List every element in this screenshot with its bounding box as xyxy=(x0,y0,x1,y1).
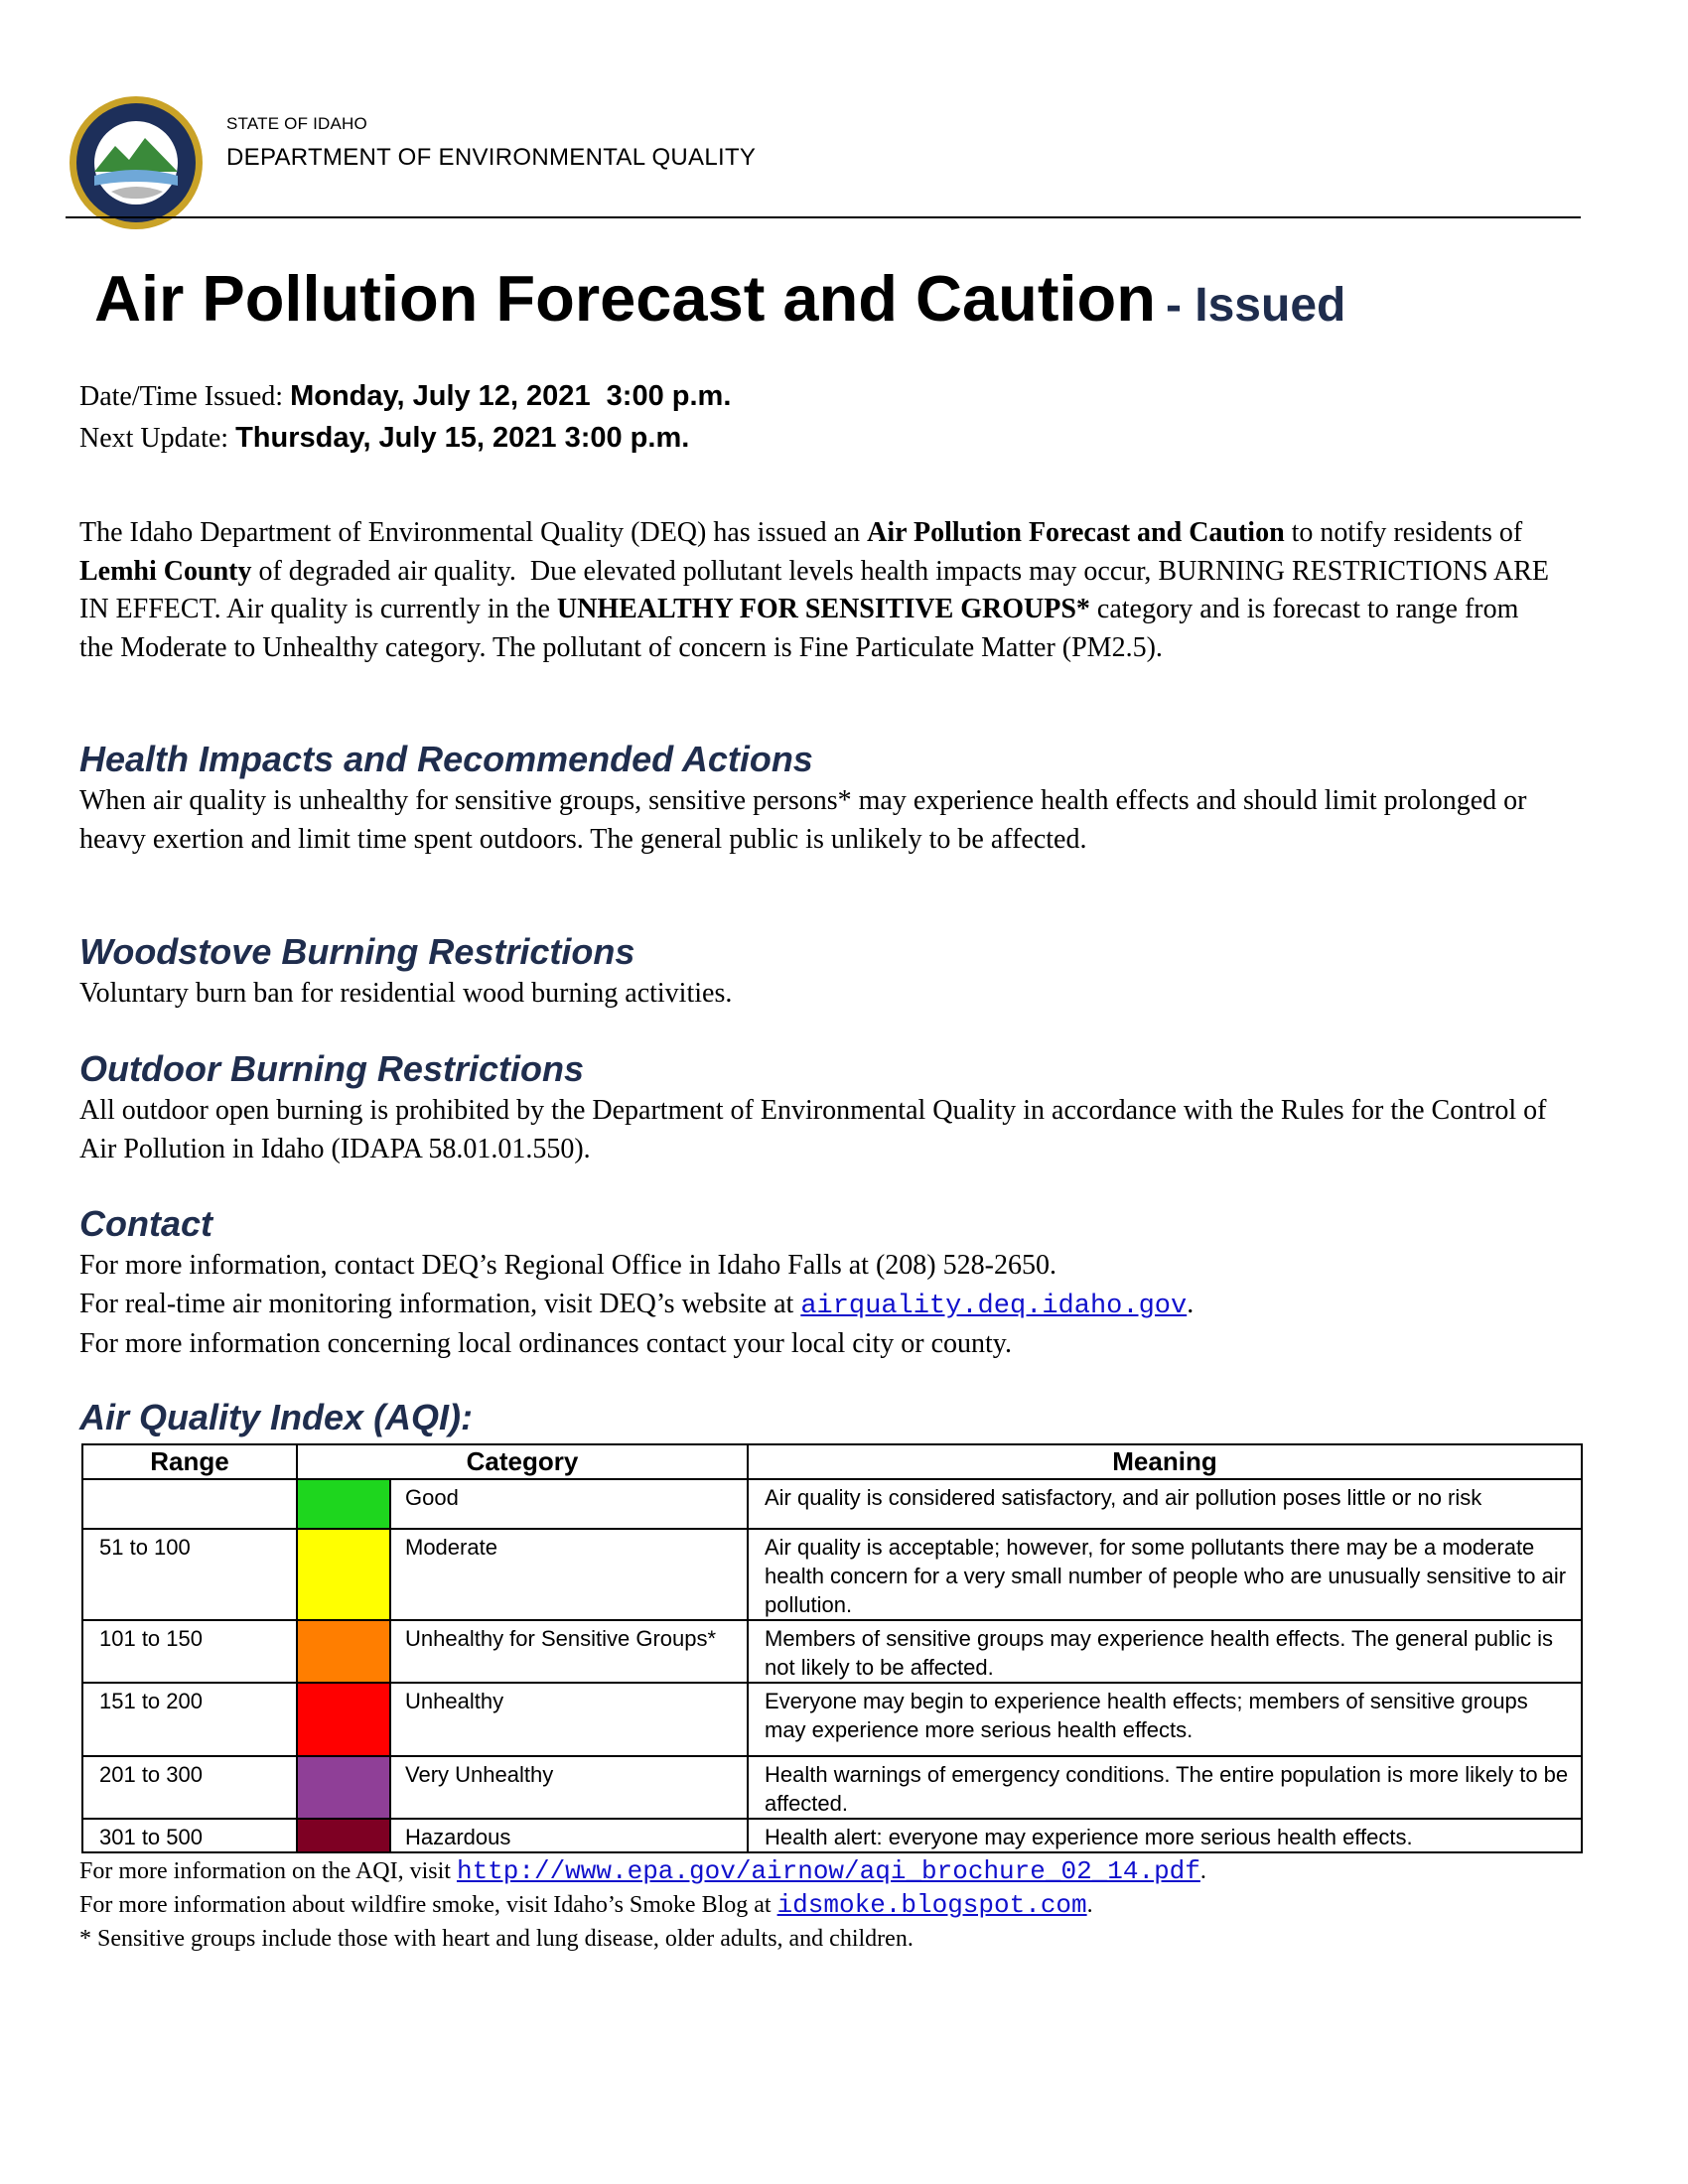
intro-bold-product: Air Pollution Forecast and Caution xyxy=(867,517,1285,548)
state-label: STATE OF IDAHO xyxy=(226,114,367,133)
smoke-blog-link[interactable]: idsmoke.blogspot.com xyxy=(776,1890,1087,1920)
aqi-range: 201 to 300 xyxy=(82,1756,297,1819)
contact-heading: Contact xyxy=(79,1203,212,1244)
intro-text-1: The Idaho Department of Environmental Quality (DEQ) has issued an xyxy=(79,517,868,548)
health-text: When air quality is unhealthy for sensitive groups, sensitive persons* may experience health effects and should limit prolonged or heavy exertion and limit time spent outdoors. The general public is unlikely to be affected. xyxy=(79,785,1527,855)
woodstove-text: Voluntary burn ban for residential wood burning activities. xyxy=(79,978,733,1009)
aqi-meaning: Health alert: everyone may experience more serious health effects. xyxy=(748,1819,1582,1852)
contact-block xyxy=(79,1247,1549,1364)
aqi-range: 301 to 500 xyxy=(82,1819,297,1852)
outdoor-heading: Outdoor Burning Restrictions xyxy=(79,1048,584,1089)
aqi-row-good xyxy=(82,1479,1582,1529)
footer-aqi-period: . xyxy=(1199,1858,1206,1884)
epa-aqi-brochure-link[interactable]: http://www.epa.gov/airnow/aqi_brochure_02_14.pdf xyxy=(456,1856,1200,1886)
aqi-category: Hazardous xyxy=(390,1819,748,1852)
aqi-row-very-unhealthy xyxy=(82,1756,1582,1819)
intro-text-2: to notify residents of xyxy=(1284,517,1523,548)
aqi-table xyxy=(81,1443,1583,1853)
aqi-row-usg xyxy=(82,1620,1582,1683)
contact-line-ordinances: For more information concerning local ordinances contact your local city or county. xyxy=(79,1328,1012,1359)
deq-seal-logo xyxy=(68,94,205,231)
intro-paragraph xyxy=(79,514,1557,667)
aqi-color-swatch xyxy=(297,1479,390,1529)
contact-line-office: For more information, contact DEQ’s Regional Office in Idaho Falls at (208) 528-2650. xyxy=(79,1250,1056,1281)
aqi-range: 51 to 100 xyxy=(82,1529,297,1620)
aqi-meaning: Health warnings of emergency conditions. The entire population is more likely to be affected. xyxy=(748,1756,1582,1819)
aqi-meaning: Air quality is acceptable; however, for some pollutants there may be a moderate health concern for a very small number of people who are unusually sensitive to air pollution. xyxy=(748,1529,1582,1620)
outdoor-text: All outdoor open burning is prohibited by the Department of Environmental Quality in accordance with the Rules for the Control of Air Pollution in Idaho (IDAPA 58.01.01.550). xyxy=(79,1095,1547,1164)
aqi-heading: Air Quality Index (AQI): xyxy=(79,1397,474,1437)
aqi-color-swatch xyxy=(297,1819,390,1852)
contact-website-text: For real-time air monitoring information, visit DEQ’s website at xyxy=(79,1288,801,1319)
aqi-category: Unhealthy for Sensitive Groups* xyxy=(390,1620,748,1683)
page-title xyxy=(94,261,1345,336)
next-update-label: Next Update: xyxy=(79,423,229,454)
aqi-range: 151 to 200 xyxy=(82,1683,297,1756)
aqi-meaning: Air quality is considered satisfactory, and air pollution poses little or no risk xyxy=(748,1479,1582,1529)
aqi-color-swatch xyxy=(297,1756,390,1819)
title-status: - Issued xyxy=(1165,279,1346,332)
aqi-category: Very Unhealthy xyxy=(390,1756,748,1819)
footer-smoke-line xyxy=(79,1888,1206,1922)
aqi-header-range: Range xyxy=(82,1444,297,1479)
aqi-row-hazardous xyxy=(82,1819,1582,1852)
organization-block xyxy=(226,114,756,172)
title-main: Air Pollution Forecast and Caution xyxy=(94,262,1156,335)
header-divider xyxy=(66,216,1581,218)
aqi-color-swatch xyxy=(297,1620,390,1683)
next-update xyxy=(79,422,689,455)
airquality-website-link[interactable]: airquality.deq.idaho.gov xyxy=(800,1291,1188,1321)
aqi-header-meaning: Meaning xyxy=(748,1444,1582,1479)
aqi-category: Moderate xyxy=(390,1529,748,1620)
aqi-color-swatch xyxy=(297,1529,390,1620)
aqi-row-unhealthy xyxy=(82,1683,1582,1756)
footer-aqi-text: For more information on the AQI, visit xyxy=(79,1858,457,1884)
intro-bold-category: UNHEALTHY FOR SENSITIVE GROUPS* xyxy=(556,594,1090,624)
woodstove-heading: Woodstove Burning Restrictions xyxy=(79,931,635,972)
intro-text-4: category and is forecast to range from the Moderate to Unhealthy category. The pollutant of concern is Fine Particulate Matter (PM2.5). xyxy=(79,594,1519,663)
footer-notes xyxy=(79,1854,1206,1956)
aqi-range: 101 to 150 xyxy=(82,1620,297,1683)
aqi-category: Unhealthy xyxy=(390,1683,748,1756)
contact-line-website xyxy=(79,1286,1549,1326)
aqi-row-moderate xyxy=(82,1529,1582,1620)
issued-datetime xyxy=(79,380,731,413)
aqi-meaning: Members of sensitive groups may experience health effects. The general public is not likely to be affected. xyxy=(748,1620,1582,1683)
footer-aqi-line xyxy=(79,1854,1206,1888)
health-heading: Health Impacts and Recommended Actions xyxy=(79,739,813,779)
aqi-header-category: Category xyxy=(297,1444,748,1479)
intro-bold-county: Lemhi County xyxy=(79,555,252,587)
footer-sensitive-note: * Sensitive groups include those with heart and lung disease, older adults, and children. xyxy=(79,1926,914,1952)
aqi-range xyxy=(82,1479,297,1529)
aqi-category: Good xyxy=(390,1479,748,1529)
issued-label: Date/Time Issued: xyxy=(79,381,284,412)
intro-text-3: of degraded air quality. Due elevated pollutant levels health impacts may occur, BURNING RESTRICTIONS ARE IN EFFECT. Air quality is currently in the xyxy=(79,555,1557,624)
department-label: DEPARTMENT OF ENVIRONMENTAL QUALITY xyxy=(226,144,757,171)
footer-smoke-text: For more information about wildfire smoke, visit Idaho’s Smoke Blog at xyxy=(79,1892,777,1918)
aqi-meaning: Everyone may begin to experience health effects; members of sensitive groups may experience more serious health effects. xyxy=(748,1683,1582,1756)
issued-value: Monday, July 12, 2021 3:00 p.m. xyxy=(290,380,732,412)
footer-smoke-period: . xyxy=(1086,1892,1093,1918)
contact-website-period: . xyxy=(1187,1288,1195,1319)
next-update-value: Thursday, July 15, 2021 3:00 p.m. xyxy=(235,422,690,454)
aqi-color-swatch xyxy=(297,1683,390,1756)
aqi-header-row xyxy=(82,1444,1582,1479)
